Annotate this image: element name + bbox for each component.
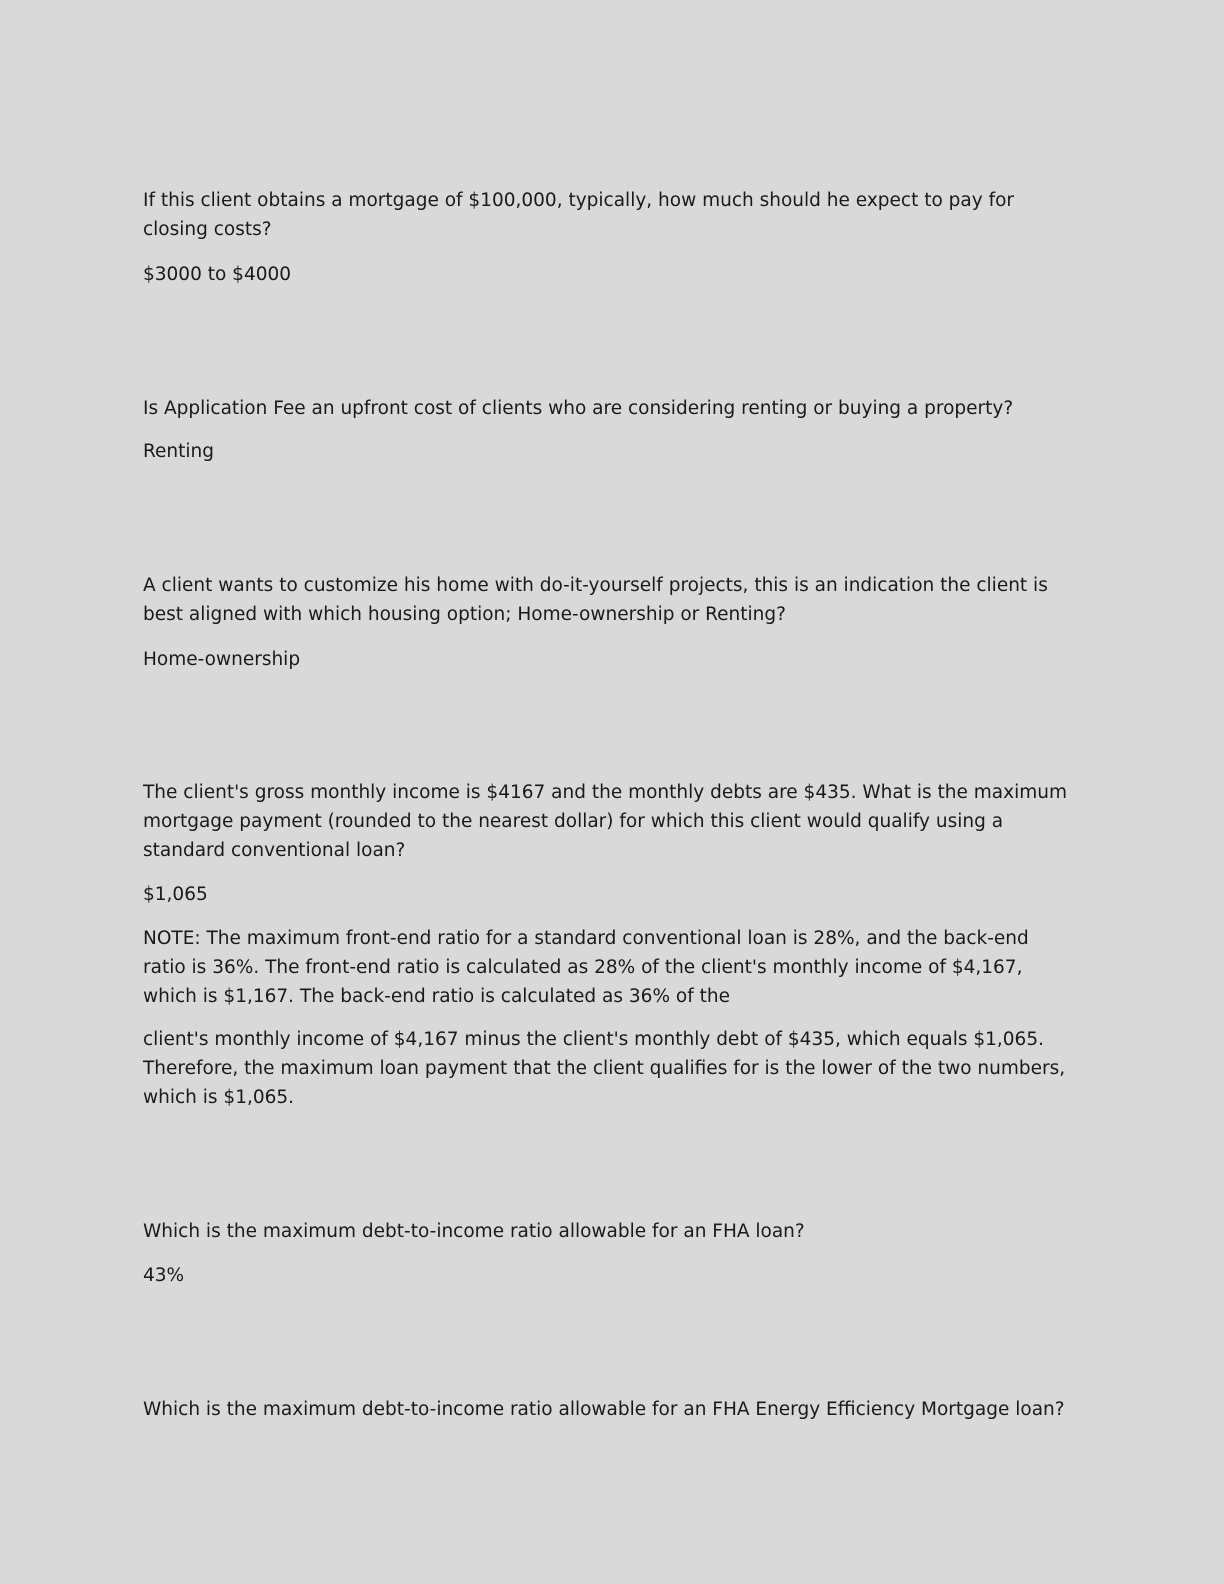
note-ratio-explanation-part1: NOTE: The maximum front-end ratio for a standard conventional loan is 28%, and the back-end ratio is 36%. The front-end ratio is calculated as 28% of the client's monthly income of $4,167, which is $1,167. The back-end ratio is calculated as 36% of the	[143, 928, 1029, 1007]
question-fha-eem-dti: Which is the maximum debt-to-income ratio allowable for an FHA Energy Efficiency Mortgage loan?	[143, 1399, 1065, 1420]
note-ratio-explanation-part2: client's monthly income of $4,167 minus the client's monthly debt of $435, which equals $1,065. Therefore, the maximum loan payment that the client qualifies for is the lower of the two numbers, which is $1,065.	[143, 1029, 1066, 1108]
question-max-mortgage-payment: The client's gross monthly income is $4167 and the monthly debts are $435. What is the maximum mortgage payment (rounded to the nearest dollar) for which this client would qualify using a standard conventional loan?	[143, 782, 1067, 861]
question-closing-costs: If this client obtains a mortgage of $100,000, typically, how much should he expect to pay for closing costs?	[143, 190, 1015, 240]
answer-application-fee: Renting	[143, 441, 214, 462]
question-application-fee: Is Application Fee an upfront cost of clients who are considering renting or buying a property?	[143, 398, 1014, 419]
answer-fha-dti: 43%	[143, 1265, 185, 1286]
answer-closing-costs: $3000 to $4000	[143, 264, 292, 285]
question-fha-dti: Which is the maximum debt-to-income ratio allowable for an FHA loan?	[143, 1221, 805, 1242]
question-housing-option: A client wants to customize his home with do-it-yourself projects, this is an indication the client is best aligned with which housing option; Home-ownership or Renting?	[143, 575, 1048, 625]
answer-housing-option: Home-ownership	[143, 649, 301, 670]
answer-max-mortgage-payment: $1,065	[143, 884, 208, 905]
